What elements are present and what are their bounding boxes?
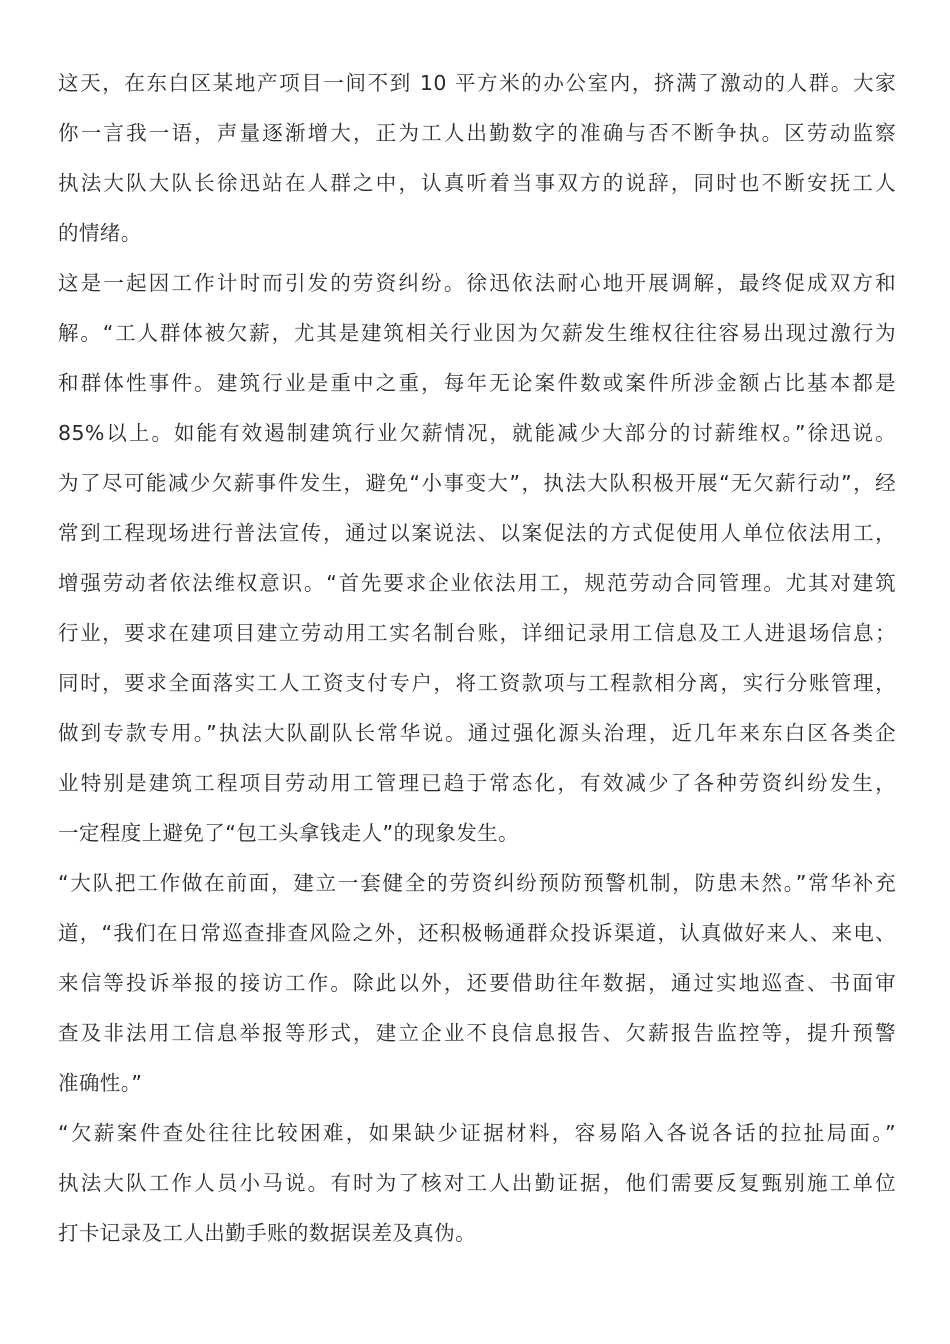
text-line: 准确性。”: [58, 1071, 143, 1095]
text-line: “大队把工作做在前面，建立一套健全的劳资纠纷预防预警机制，防患未然。”常华补充: [58, 871, 896, 895]
text-line: 执法大队大队长徐迅站在人群之中，认真听着当事双方的说辞，同时也不断安抚工人: [58, 171, 896, 195]
text-line: 行业，要求在建项目建立劳动用工实名制台账，详细记录用工信息及工人进退场信息；: [58, 621, 896, 645]
document-body: [58, 58, 896, 1258]
text-line: 来信等投诉举报的接访工作。除此以外，还要借助往年数据，通过实地巡查、书面审: [58, 971, 896, 995]
text-line: 做到专款专用。”执法大队副队长常华说。通过强化源头治理，近几年来东白区各类企: [58, 721, 896, 745]
text-line: 为了尽可能减少欠薪事件发生，避免“小事变大”，执法大队积极开展“无欠薪行动”，经: [58, 471, 896, 495]
paragraph-3: [58, 458, 896, 858]
text-line: 查及非法用工信息举报等形式，建立企业不良信息报告、欠薪报告监控等，提升预警: [58, 1021, 896, 1045]
text-line: 同时，要求全面落实工人工资支付专户，将工资款项与工程款相分离，实行分账管理，: [58, 671, 896, 695]
text-line: 业特别是建筑工程项目劳动用工管理已趋于常态化，有效减少了各种劳资纠纷发生，: [58, 771, 896, 795]
text-line: 你一言我一语，声量逐渐增大，正为工人出勤数字的准确与否不断争执。区劳动监察: [58, 121, 896, 145]
text-line: 一定程度上避免了“包工头拿钱走人”的现象发生。: [58, 821, 519, 845]
text-line: “欠薪案件查处往往比较困难，如果缺少证据材料，容易陷入各说各话的拉扯局面。”: [58, 1121, 896, 1145]
text-line: 执法大队工作人员小马说。有时为了核对工人出勤证据，他们需要反复甄别施工单位: [58, 1171, 896, 1195]
text-line: 和群体性事件。建筑行业是重中之重，每年无论案件数或案件所涉金额占比基本都是: [58, 371, 896, 395]
paragraph-1: [58, 58, 896, 258]
text-line: 常到工程现场进行普法宣传，通过以案说法、以案促法的方式促使用人单位依法用工，: [58, 521, 896, 545]
text-line: 85%以上。如能有效遏制建筑行业欠薪情况，就能减少大部分的讨薪维权。”徐迅说。: [58, 421, 896, 445]
text-line: 的情绪。: [58, 221, 142, 245]
text-line: 增强劳动者依法维权意识。“首先要求企业依法用工，规范劳动合同管理。尤其对建筑: [58, 571, 896, 595]
text-line: 这是一起因工作计时而引发的劳资纠纷。徐迅依法耐心地开展调解，最终促成双方和: [58, 271, 896, 295]
paragraph-4: [58, 858, 896, 1108]
text-line: 解。“工人群体被欠薪，尤其是建筑相关行业因为欠薪发生维权往往容易出现过激行为: [58, 321, 896, 345]
text-line: 打卡记录及工人出勤手账的数据误差及真伪。: [58, 1221, 476, 1245]
paragraph-2: [58, 258, 896, 458]
text-line: 道，“我们在日常巡查排查风险之外，还积极畅通群众投诉渠道，认真做好来人、来电、: [58, 921, 896, 945]
text-line: 这天，在东白区某地产项目一间不到 10 平方米的办公室内，挤满了激动的人群。大家: [58, 71, 896, 95]
paragraph-5: [58, 1108, 896, 1258]
